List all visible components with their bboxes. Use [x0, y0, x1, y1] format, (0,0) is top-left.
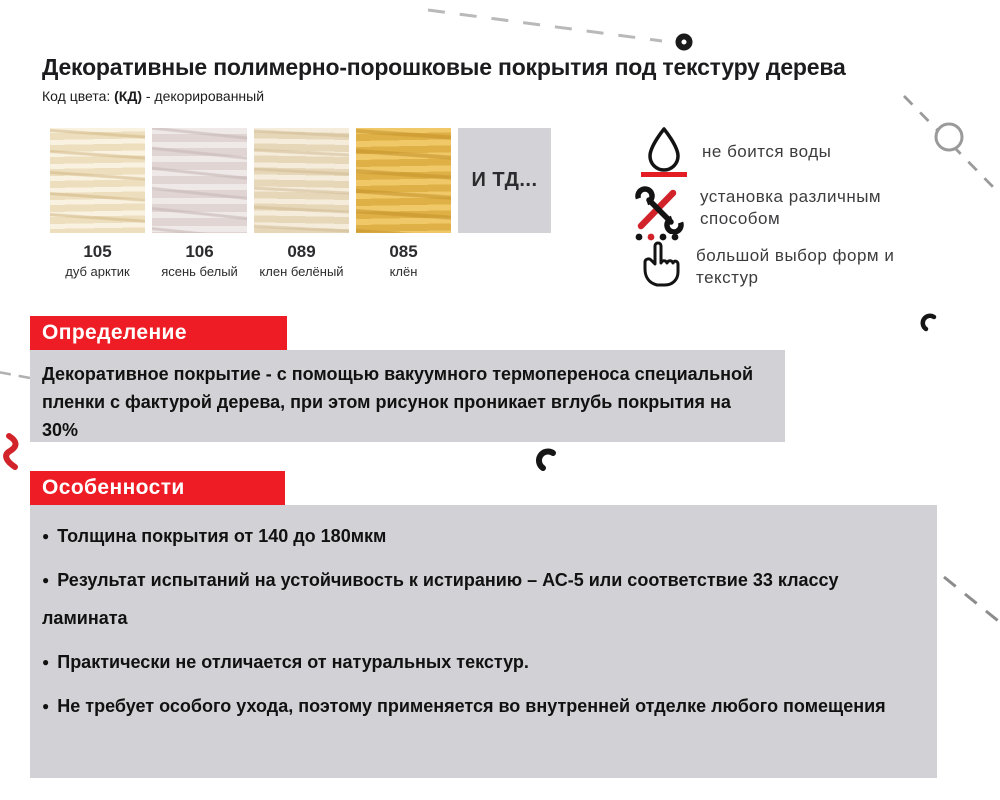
features-list	[42, 517, 917, 725]
swatch-cell	[152, 128, 247, 279]
swatch-cell	[254, 128, 349, 279]
swatch-code: 105	[83, 242, 112, 261]
definition-panel: Декоративное покрытие - с помощью вакуумного термопереноса специальной пленки с фактурой дерева, при этом рисунок проникает вглубь покрытия на 30%	[30, 350, 785, 442]
swatch-name: ясень белый	[161, 264, 238, 279]
features-heading: Особенности	[30, 471, 285, 505]
swatch-name: дуб арктик	[65, 264, 130, 279]
color-code-prefix: Код цвета:	[42, 88, 115, 104]
decor-open-circle	[936, 124, 962, 150]
swatch-code: 085	[389, 242, 418, 261]
feature-item: ● Практически не отличается от натуральных текстур.	[42, 643, 917, 681]
benefit-label-water: не боится воды	[702, 142, 832, 161]
features-panel	[30, 505, 937, 778]
swatch-cell	[356, 128, 451, 279]
decor-dashed-line-bottomright	[944, 577, 1000, 624]
feature-item: ● Результат испытаний на устойчивость к истиранию – АС-5 или соответствие 33 классу ламината	[42, 561, 917, 637]
swatch-row	[50, 128, 551, 279]
hand-choice-icon	[632, 231, 690, 289]
benefit-label-choice: большой выбор форм и текстур	[696, 246, 895, 288]
color-code-suffix: - декорированный	[141, 88, 265, 104]
water-drop-icon	[639, 125, 689, 178]
decor-dashes-left	[0, 372, 30, 378]
wood-swatch-085	[356, 128, 451, 233]
swatch-code: 089	[287, 242, 316, 261]
benefit-label-install: установка различным способом	[700, 187, 882, 229]
color-code-line	[42, 88, 264, 104]
decor-red-squiggle	[6, 436, 15, 467]
swatch-name: клён	[389, 264, 418, 279]
color-code-value: (КД)	[114, 88, 142, 104]
wood-swatch-089	[254, 128, 349, 233]
decor-dashed-line-top	[428, 10, 662, 41]
feature-item: ● Толщина покрытия от 140 до 180мкм	[42, 517, 917, 555]
wood-swatch-106	[152, 128, 247, 233]
decor-dashed-line-topright	[904, 96, 998, 192]
etc-placeholder-box: И ТД...	[458, 128, 551, 233]
definition-heading: Определение	[30, 316, 287, 350]
feature-item: ● Не требует особого ухода, поэтому применяется во внутренней отделке любого помещения	[42, 687, 917, 725]
tools-icon	[629, 180, 687, 234]
decor-comma-center	[539, 451, 553, 468]
swatch-name: клен белёный	[259, 264, 344, 279]
swatch-cell	[50, 128, 145, 279]
page-title: Декоративные полимерно-порошковые покрытия под текстуру дерева	[42, 54, 846, 80]
wood-swatch-105	[50, 128, 145, 233]
decor-comma-right	[923, 316, 934, 329]
swatch-code: 106	[185, 242, 214, 261]
decor-donut-dot	[679, 37, 690, 48]
